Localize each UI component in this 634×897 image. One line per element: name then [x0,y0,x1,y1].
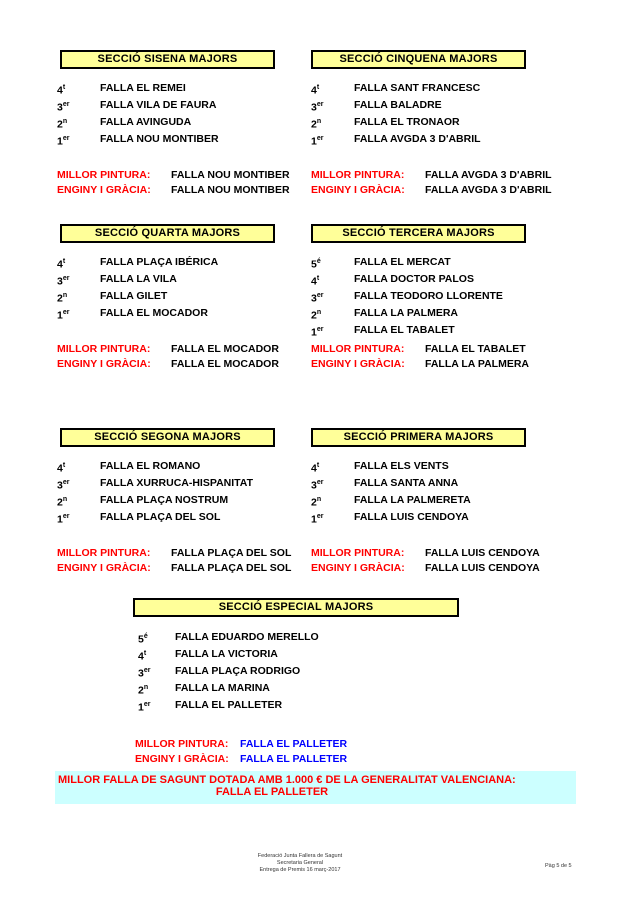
falla-name: FALLA EL ROMANO [100,460,201,472]
ranking-list [57,255,302,323]
award-row-millor-pintura [135,737,463,752]
falla-name: FALLA ELS VENTS [354,460,449,472]
award-winner: FALLA NOU MONTIBER [171,169,290,181]
ranking-row [57,132,302,149]
rank-position: 2$^n$ [57,117,68,131]
falla-name: FALLA XURRUCA-HISPANITAT [100,476,254,489]
rank-position: $5^é$ [311,258,321,271]
award-label-millor-pintura: MILLOR PINTURA: [57,343,151,355]
ranking-list [57,459,302,527]
award-row-millor-pintura [311,168,556,183]
rank-position: 3er [57,100,70,114]
ranking-row [138,698,463,715]
page-number: Pàg 5 de 5 [545,863,572,869]
ranking-row [57,81,302,98]
ranking-row [311,81,556,98]
ranking-row [138,681,463,698]
rank-position: 3er [311,291,324,305]
rank-position: 1er [57,308,70,322]
award-label-millor-pintura: MILLOR PINTURA: [311,169,405,181]
award-row-enginy-gracia [57,357,302,372]
ranking-row [57,306,302,323]
falla-name: FALLA PLAÇA DEL SOL [100,510,221,523]
falla-name: FALLA PLAÇA NOSTRUM [100,493,229,506]
rank-position: 4$^t$ [57,84,66,97]
rank-position: 4$^t$ [138,649,147,663]
award-label-millor-pintura: MILLOR PINTURA: [135,738,229,750]
rank-position: 4$^t$ [57,258,66,271]
section-title: SECCIÓ PRIMERA MAJORS [311,428,526,447]
footer-dept: Secretaria General [276,860,324,866]
rank-position: 2$^n$ [57,495,68,509]
award-winner: FALLA LUIS CENDOYA [425,562,540,575]
award-row-millor-pintura [57,342,302,357]
rank-position: 1er [311,134,324,148]
section-title: SECCIÓ SISENA MAJORS [60,50,275,69]
falla-name: FALLA SANTA ANNA [354,476,459,489]
award-row-millor-pintura [311,546,556,561]
falla-name: FALLA EL MERCAT [354,256,451,268]
falla-name: FALLA LA VILA [100,272,177,285]
falla-name: FALLA LUIS CENDOYA [354,510,469,523]
ranking-row [57,289,302,306]
falla-name: FALLA PLAÇA IBÉRICA [100,256,219,268]
rank-position: 2$^n$ [311,308,322,322]
footer-event: Entrega de Premis 16 març-2017 [259,867,341,873]
falla-name: FALLA EL REMEI [100,82,186,94]
ranking-row [57,272,302,289]
falla-name: FALLA TEODORO LLORENTE [354,289,503,302]
rank-position: $5^é$ [138,633,148,646]
falla-name: FALLA GILET [100,289,168,302]
award-row-enginy-gracia [311,561,556,576]
ranking-row [311,272,556,289]
section-title: SECCIÓ TERCERA MAJORS [311,224,526,243]
award-row-millor-pintura [57,546,302,561]
banner-title: MILLOR FALLA DE SAGUNT DOTADA AMB 1.000 € DE LA GENERALITAT VALENCIANA: [58,774,516,786]
falla-name: FALLA EL TRONAOR [354,115,460,128]
falla-name: FALLA SANT FRANCESC [354,82,481,94]
falla-name: FALLA LA PALMERA [354,306,459,319]
award-row-millor-pintura [57,168,302,183]
ranking-row [311,510,556,527]
ranking-row [57,476,302,493]
rank-position: 1er [57,512,70,526]
awards-block [311,342,556,373]
award-row-enginy-gracia [311,357,556,372]
falla-name: FALLA PLAÇA RODRIGO [175,664,301,677]
ranking-list [311,81,556,149]
ranking-row [138,664,463,681]
award-label-enginy-gracia: ENGINY I GRÀCIA: [311,184,405,197]
awards-block [311,546,556,577]
award-label-enginy-gracia: ENGINY I GRÀCIA: [135,753,229,766]
falla-name: FALLA EDUARDO MERELLO [175,631,319,643]
falla-name: FALLA LA MARINA [175,681,270,694]
rank-position: 4$^t$ [57,462,66,475]
ranking-row [311,289,556,306]
section-title: SECCIÓ ESPECIAL MAJORS [133,598,459,617]
ranking-list [311,255,556,340]
ranking-row [311,493,556,510]
award-label-enginy-gracia: ENGINY I GRÀCIA: [57,358,151,371]
award-label-millor-pintura: MILLOR PINTURA: [57,547,151,559]
falla-name: FALLA EL MOCADOR [100,306,208,319]
ranking-list [311,459,556,527]
ranking-list [57,81,302,149]
award-row-millor-pintura [311,342,556,357]
award-winner: FALLA PLAÇA DEL SOL [171,547,292,559]
falla-name: FALLA DOCTOR PALOS [354,272,474,285]
ranking-row [57,98,302,115]
ranking-row [57,510,302,527]
ranking-row [138,647,463,664]
rank-position: 3er [138,666,151,680]
awards-block [57,546,302,577]
ranking-row [311,98,556,115]
rank-position: 4$^t$ [311,84,320,97]
award-winner: FALLA NOU MONTIBER [171,184,290,197]
rank-position: 3er [57,478,70,492]
award-winner: FALLA AVGDA 3 D'ABRIL [425,184,552,197]
rank-position: 1er [57,134,70,148]
falla-name: FALLA EL PALLETER [175,698,283,711]
ranking-row [57,255,302,272]
award-label-enginy-gracia: ENGINY I GRÀCIA: [311,358,405,371]
award-winner: FALLA EL TABALET [425,343,526,355]
falla-name: FALLA LA PALMERETA [354,493,471,506]
ranking-row [57,459,302,476]
awards-block [311,168,556,199]
award-winner: FALLA LUIS CENDOYA [425,547,540,559]
awards-block [57,168,302,199]
rank-position: 2$^n$ [57,291,68,305]
awards-block [57,342,302,373]
award-row-enginy-gracia [57,183,302,198]
award-winner: FALLA AVGDA 3 D'ABRIL [425,169,552,181]
rank-position: 4$^t$ [311,462,320,475]
ranking-row [311,476,556,493]
award-winner: FALLA PLAÇA DEL SOL [171,562,292,575]
section-title: SECCIÓ SEGONA MAJORS [60,428,275,447]
falla-name: FALLA AVGDA 3 D'ABRIL [354,132,481,145]
rank-position: 2$^n$ [311,495,322,509]
ranking-row [311,115,556,132]
award-label-millor-pintura: MILLOR PINTURA: [311,343,405,355]
award-row-enginy-gracia [311,183,556,198]
ranking-row [57,115,302,132]
ranking-list [138,630,463,715]
ranking-row [311,132,556,149]
footer-org: Federació Junta Fallera de Sagunt [257,853,343,859]
rank-position: 2$^n$ [138,683,149,697]
millor-falla-banner [55,771,576,804]
falla-name: FALLA NOU MONTIBER [100,132,219,145]
awards-block [135,737,463,768]
section-title: SECCIÓ CINQUENA MAJORS [311,50,526,69]
falla-name: FALLA LA VICTORIA [175,647,278,660]
ranking-row [57,493,302,510]
rank-position: 1er [311,512,324,526]
award-row-enginy-gracia [57,561,302,576]
ranking-row [311,255,556,272]
award-winner: FALLA EL PALLETER [240,753,348,766]
ranking-row [311,459,556,476]
rank-position: 1er [138,700,151,714]
rank-position: 2$^n$ [311,117,322,131]
rank-position: 3er [311,100,324,114]
award-winner: FALLA EL MOCADOR [171,358,279,371]
award-winner: FALLA EL PALLETER [240,738,348,750]
ranking-row [138,630,463,647]
rank-position: 4$^t$ [311,274,320,288]
footer [230,853,370,874]
award-label-enginy-gracia: ENGINY I GRÀCIA: [311,562,405,575]
rank-position: 3er [311,478,324,492]
award-winner: FALLA LA PALMERA [425,358,530,371]
rank-position: 1er [311,325,324,339]
falla-name: FALLA BALADRE [354,98,442,111]
banner-winner: FALLA EL PALLETER [215,786,329,798]
falla-name: FALLA AVINGUDA [100,115,192,128]
rank-position: 3er [57,274,70,288]
award-label-enginy-gracia: ENGINY I GRÀCIA: [57,562,151,575]
award-label-millor-pintura: MILLOR PINTURA: [311,547,405,559]
falla-name: FALLA VILA DE FAURA [100,98,217,111]
award-row-enginy-gracia [135,752,463,767]
award-winner: FALLA EL MOCADOR [171,343,279,355]
ranking-row [311,323,556,340]
section-title: SECCIÓ QUARTA MAJORS [60,224,275,243]
award-label-millor-pintura: MILLOR PINTURA: [57,169,151,181]
falla-name: FALLA EL TABALET [354,323,455,336]
award-label-enginy-gracia: ENGINY I GRÀCIA: [57,184,151,197]
ranking-row [311,306,556,323]
